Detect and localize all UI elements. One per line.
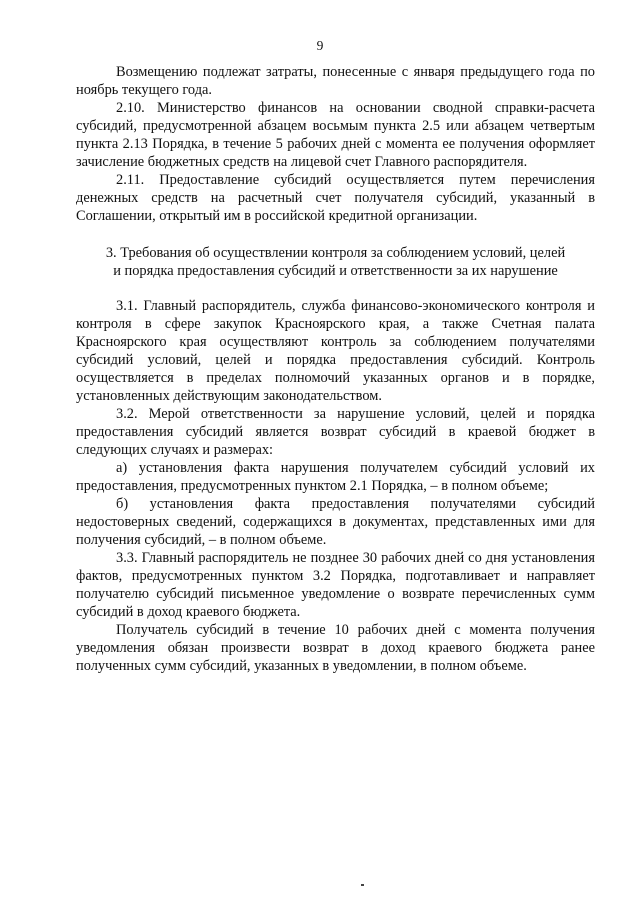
section-3-heading-line1: 3. Требования об осуществлении контроля за соблюдением условий, целей	[105, 245, 566, 261]
paragraph-2-10: 2.10. Министерство финансов на основании сводной справки-расчета субсидий, предусмотренной абзацем восьмым пункта 2.5 или абзацем четвертым пункта 2.13 Порядка, в течение 5 рабочих дней с момента ее получения оформляет зачисление бюджетных средств на лицевой счет Главного распорядителя.	[76, 100, 595, 170]
paragraph-3-1: 3.1. Главный распорядитель, служба финансово-экономического контроля и контроля в сфере закупок Красноярского края, а также Счетная палата Красноярского края осуществляют контроль за соблюдением получателями субсидий условий, целей и порядка предоставления субсидий. Контроль осуществляется в пределах полномочий указанных органов и в порядке, установленных действующим законодательством.	[76, 298, 595, 404]
paragraph-reimbursement: Возмещению подлежат затраты, понесенные с января предыдущего года по ноябрь текущего года.	[76, 64, 595, 98]
scan-speck	[361, 884, 364, 886]
paragraph-3-2: 3.2. Мерой ответственности за нарушение условий, целей и порядка предоставления субсидий является возврат субсидий в краевой бюджет в следующих случаях и размерах:	[76, 406, 595, 458]
page-number: 9	[316, 38, 324, 53]
document-body	[76, 63, 595, 675]
paragraph-3-2-a: а) установления факта нарушения получателем субсидий условий их предоставления, предусмотренных пунктом 2.1 Порядка, – в полном объеме;	[76, 460, 595, 494]
section-3-heading	[76, 244, 595, 280]
paragraph-3-2-b: б) установления факта предоставления получателями субсидий недостоверных сведений, содержащихся в документах, представленных ими для получения субсидий, – в полном объеме.	[76, 496, 595, 548]
paragraph-3-3: 3.3. Главный распорядитель не позднее 30 рабочих дней со дня установления фактов, предусмотренных пунктом 3.2 Порядка, подготавливает и направляет получателю субсидий письменное уведомление о возврате перечисленных сумм субсидий в доход краевого бюджета.	[76, 550, 595, 620]
paragraph-2-11: 2.11. Предоставление субсидий осуществляется путем перечисления денежных средств на расчетный счет получателя субсидий, указанный в Соглашении, открытый им в российской кредитной организации.	[76, 172, 595, 224]
paragraph-refund-obligation: Получатель субсидий в течение 10 рабочих дней с момента получения уведомления обязан произвести возврат в доход краевого бюджета ранее полученных сумм субсидий, указанных в уведомлении, в полном объеме.	[76, 622, 595, 674]
section-3-heading-line2: и порядка предоставления субсидий и ответственности за их нарушение	[113, 263, 558, 279]
